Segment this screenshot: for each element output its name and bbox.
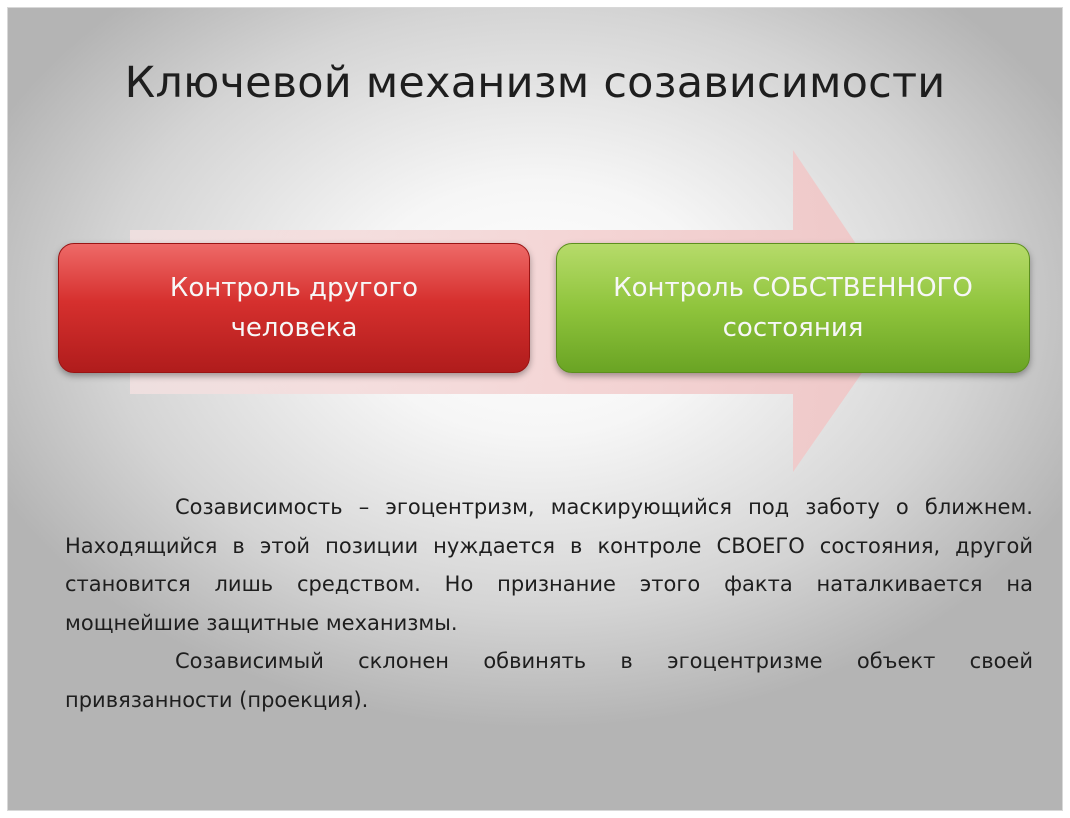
paragraph-projection: Созависимый склонен обвинять в эгоцентризме объект своей привязанности (проекция). [65, 649, 1033, 712]
paragraph-codependency: Созависимость – эгоцентризм, маскирующийся под заботу о ближнем. Находящийся в этой позиции нуждается в контроле СВОЕГО состояния, другой становится лишь средством. Но признание этого факта наталкивается на мощнейшие защитные механизмы. [65, 495, 1033, 635]
slide-title: Ключевой механизм созависимости [124, 58, 946, 108]
control-own-state-label: Контроль СОБСТВЕННОГО состояния [613, 273, 973, 343]
control-other-box [58, 243, 530, 373]
slide [8, 8, 1062, 810]
control-other-label: Контроль другого человека [169, 273, 419, 343]
body-text [65, 488, 1033, 719]
control-own-state-box [556, 243, 1030, 373]
